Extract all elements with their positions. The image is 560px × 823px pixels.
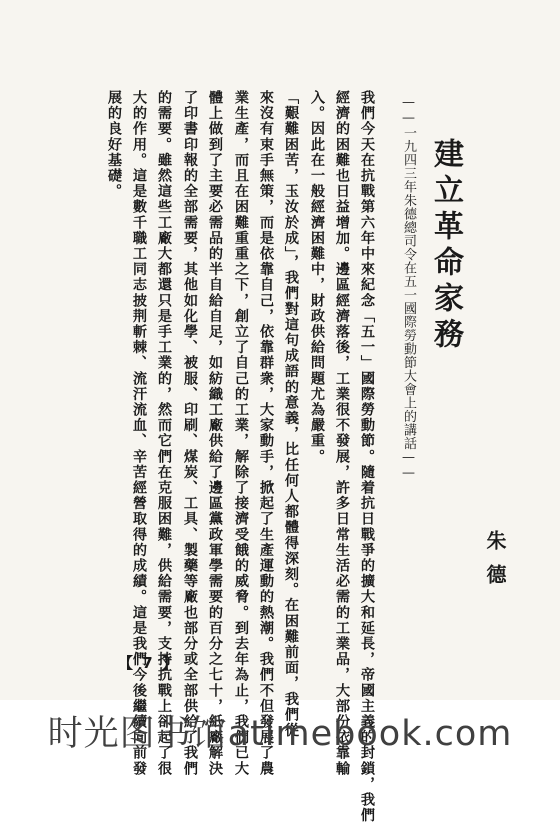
- article-title: 建立革命家務: [428, 138, 463, 354]
- body-line: 「艱難困苦，玉汝於成」，我們對這句成語的意義，比任何人都體得深刻。在困難前面，我們從: [283, 90, 299, 739]
- body-line: 體上做到了主要必需品的半自給自足，如紡織工廠供給了邊區黨政軍學需要的百分之七十，紙廠解決: [207, 90, 223, 777]
- watermark-text: 时光图书馆atimebook.com: [47, 714, 513, 754]
- article-author: 朱德: [483, 530, 507, 598]
- body-line: 入。因此在一般經濟困難中，財政供給問題尤為嚴重。: [309, 90, 325, 465]
- page-number: 【 7 】: [118, 654, 179, 672]
- body-line: 了印書印報的全部需要，其他如化學、被服、印刷、煤炭、工具、製藥等廠也部分或全部供給了我們: [182, 90, 198, 777]
- body-line: 大的作用。這是數千職工同志披荆斬棘、流汗流血、辛苦經營取得的成績。這是我們今後繼續向前發: [131, 90, 147, 777]
- body-line: 來沒有束手無策，而是依靠自己，依靠群衆，大家動手，掀起了生產運動的熱潮。我們不但發展了農: [258, 90, 274, 777]
- body-line: 我們今天在抗戰第六年中來紀念「五一」國際勞動節。隨着抗日戰爭的擴大和延長，帝國主義的封鎖，我們: [359, 90, 375, 823]
- body-line: 經濟的困難也日益增加。邊區經濟落後，工業很不發展，許多日常生活必需的工業品，大部份依靠輸: [334, 90, 350, 777]
- body-line: 的需要。雖然這些工廠大都還只是手工業的，然而它們在克服困難，供給需要，支持抗戰上卻起了很: [156, 90, 172, 777]
- body-line: 展的良好基礎。: [106, 90, 122, 200]
- article-subtitle: ——一九四三年朱德總司令在五一國際勞動節大會上的講話——: [401, 95, 416, 481]
- body-line: 業生產，而且在困難重重之下，創立了自己的工業，解除了接濟受餓的威脅。到去年為止，我們已大: [233, 90, 249, 777]
